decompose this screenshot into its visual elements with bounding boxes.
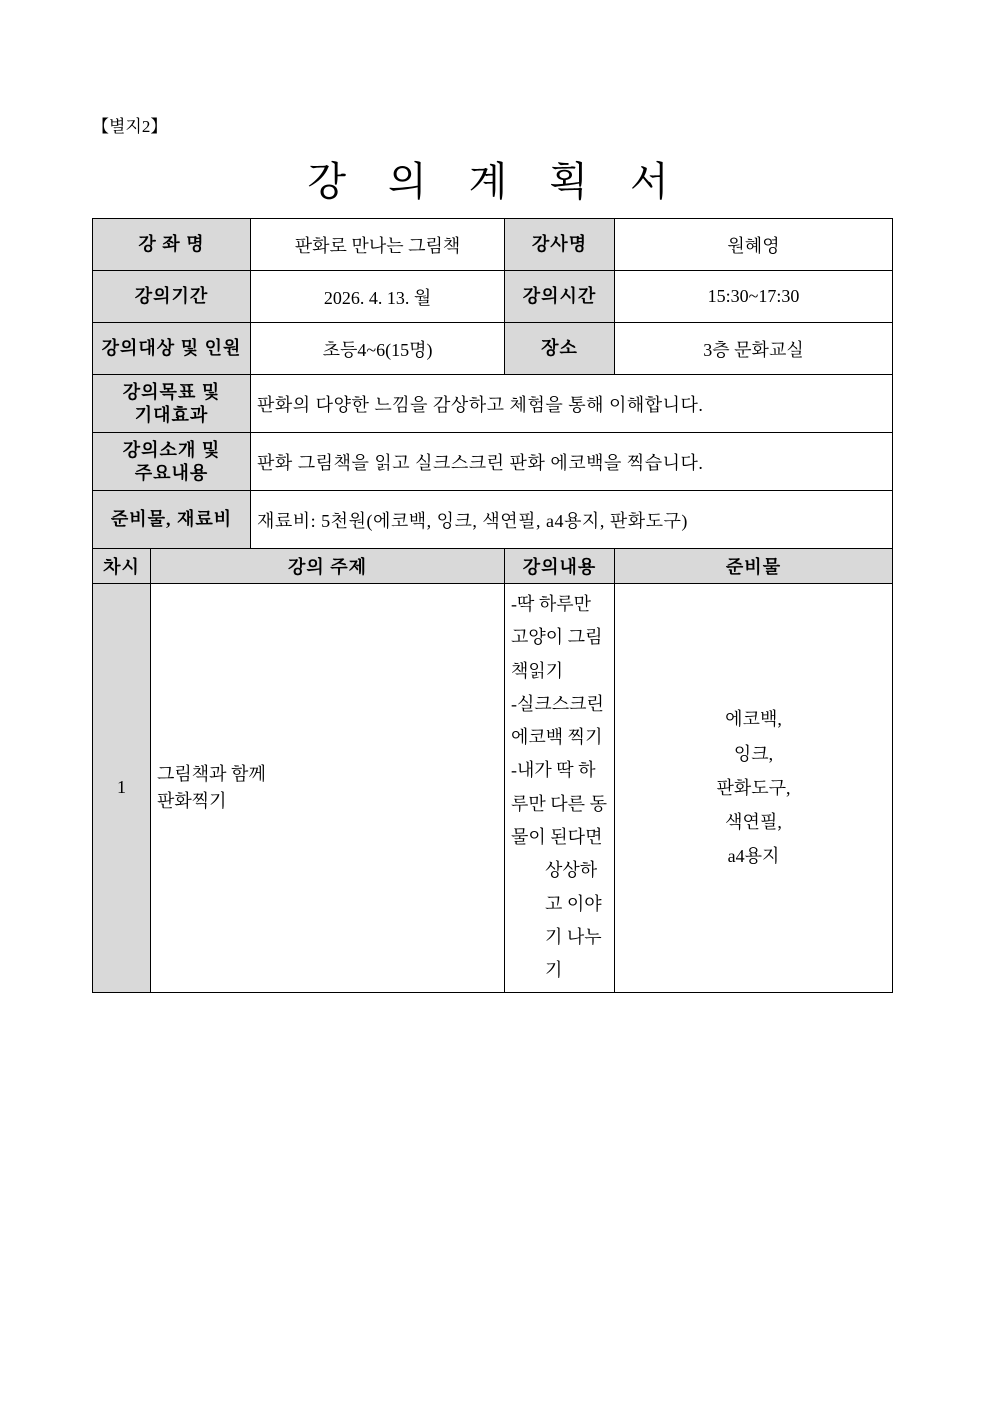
- session-topic-line1: 그림책과 함께: [157, 763, 266, 784]
- session-content-line3: -내가 딱 하루만 다른 동물이 된다면: [511, 760, 607, 848]
- label-materials-fee: 준비물, 재료비: [93, 491, 251, 549]
- value-period: 2026. 4. 13. 월: [251, 271, 505, 323]
- column-header-topic: 강의 주제: [151, 549, 505, 584]
- table-row-intro: [93, 433, 893, 491]
- label-target: 강의대상 및 인원: [93, 323, 251, 375]
- table-header-row-schedule: [93, 549, 893, 584]
- column-header-session: 차시: [93, 549, 151, 584]
- value-materials-fee: 재료비: 5천원(에코백, 잉크, 색연필, a4용지, 판화도구): [251, 491, 893, 549]
- table-row-goal: [93, 375, 893, 433]
- label-goal-line1: 강의목표 및: [122, 382, 221, 402]
- session-materials-line2: 잉크,: [733, 743, 774, 764]
- session-content-line1: -딱 하루만 고양이 그림책읽기: [511, 594, 603, 681]
- label-goal-line2: 기대효과: [134, 404, 209, 425]
- label-place: 장소: [505, 323, 615, 375]
- label-time: 강의시간: [505, 271, 615, 323]
- session-materials-line1: 에코백,: [725, 709, 782, 730]
- table-row-course-name: [93, 219, 893, 271]
- label-intro: [93, 433, 251, 491]
- value-target: 초등4~6(15명): [251, 323, 505, 375]
- session-materials: [615, 584, 893, 993]
- page-title: 강 의 계 획 서: [307, 159, 685, 204]
- table-row: [93, 584, 893, 993]
- label-goal: [93, 375, 251, 433]
- label-instructor: 강사명: [505, 219, 615, 271]
- session-materials-line5: a4용지: [727, 846, 780, 867]
- lecture-plan-table: [92, 218, 893, 993]
- column-header-content: 강의내용: [505, 549, 615, 584]
- label-intro-line2: 주요내용: [134, 462, 209, 483]
- column-header-materials: 준비물: [615, 549, 893, 584]
- attachment-tag: 【별지2】: [92, 117, 168, 136]
- value-goal: 판화의 다양한 느낌을 감상하고 체험을 통해 이해합니다.: [251, 375, 893, 433]
- table-row-period: [93, 271, 893, 323]
- session-materials-line4: 색연필,: [725, 811, 782, 832]
- table-row-materials-fee: [93, 491, 893, 549]
- session-topic-line2: 판화찍기: [157, 790, 227, 811]
- session-content-line4: 상상하고 이야기 나누기: [545, 860, 602, 981]
- label-period: 강의기간: [93, 271, 251, 323]
- value-course-name: 판화로 만나는 그림책: [251, 219, 505, 271]
- value-intro: 판화 그림책을 읽고 실크스크린 판화 에코백을 찍습니다.: [251, 433, 893, 491]
- value-time: 15:30~17:30: [615, 271, 893, 323]
- label-intro-line1: 강의소개 및: [122, 440, 221, 460]
- table-row-target: [93, 323, 893, 375]
- session-content-line2: -실크스크린 에코백 찍기: [511, 693, 604, 748]
- session-number: 1: [93, 584, 151, 993]
- value-instructor: 원혜영: [615, 219, 893, 271]
- label-course-name: 강 좌 명: [93, 219, 251, 271]
- value-place: 3층 문화교실: [615, 323, 893, 375]
- session-content: [505, 584, 615, 993]
- session-materials-line3: 판화도구,: [716, 777, 791, 798]
- session-topic: [151, 584, 505, 993]
